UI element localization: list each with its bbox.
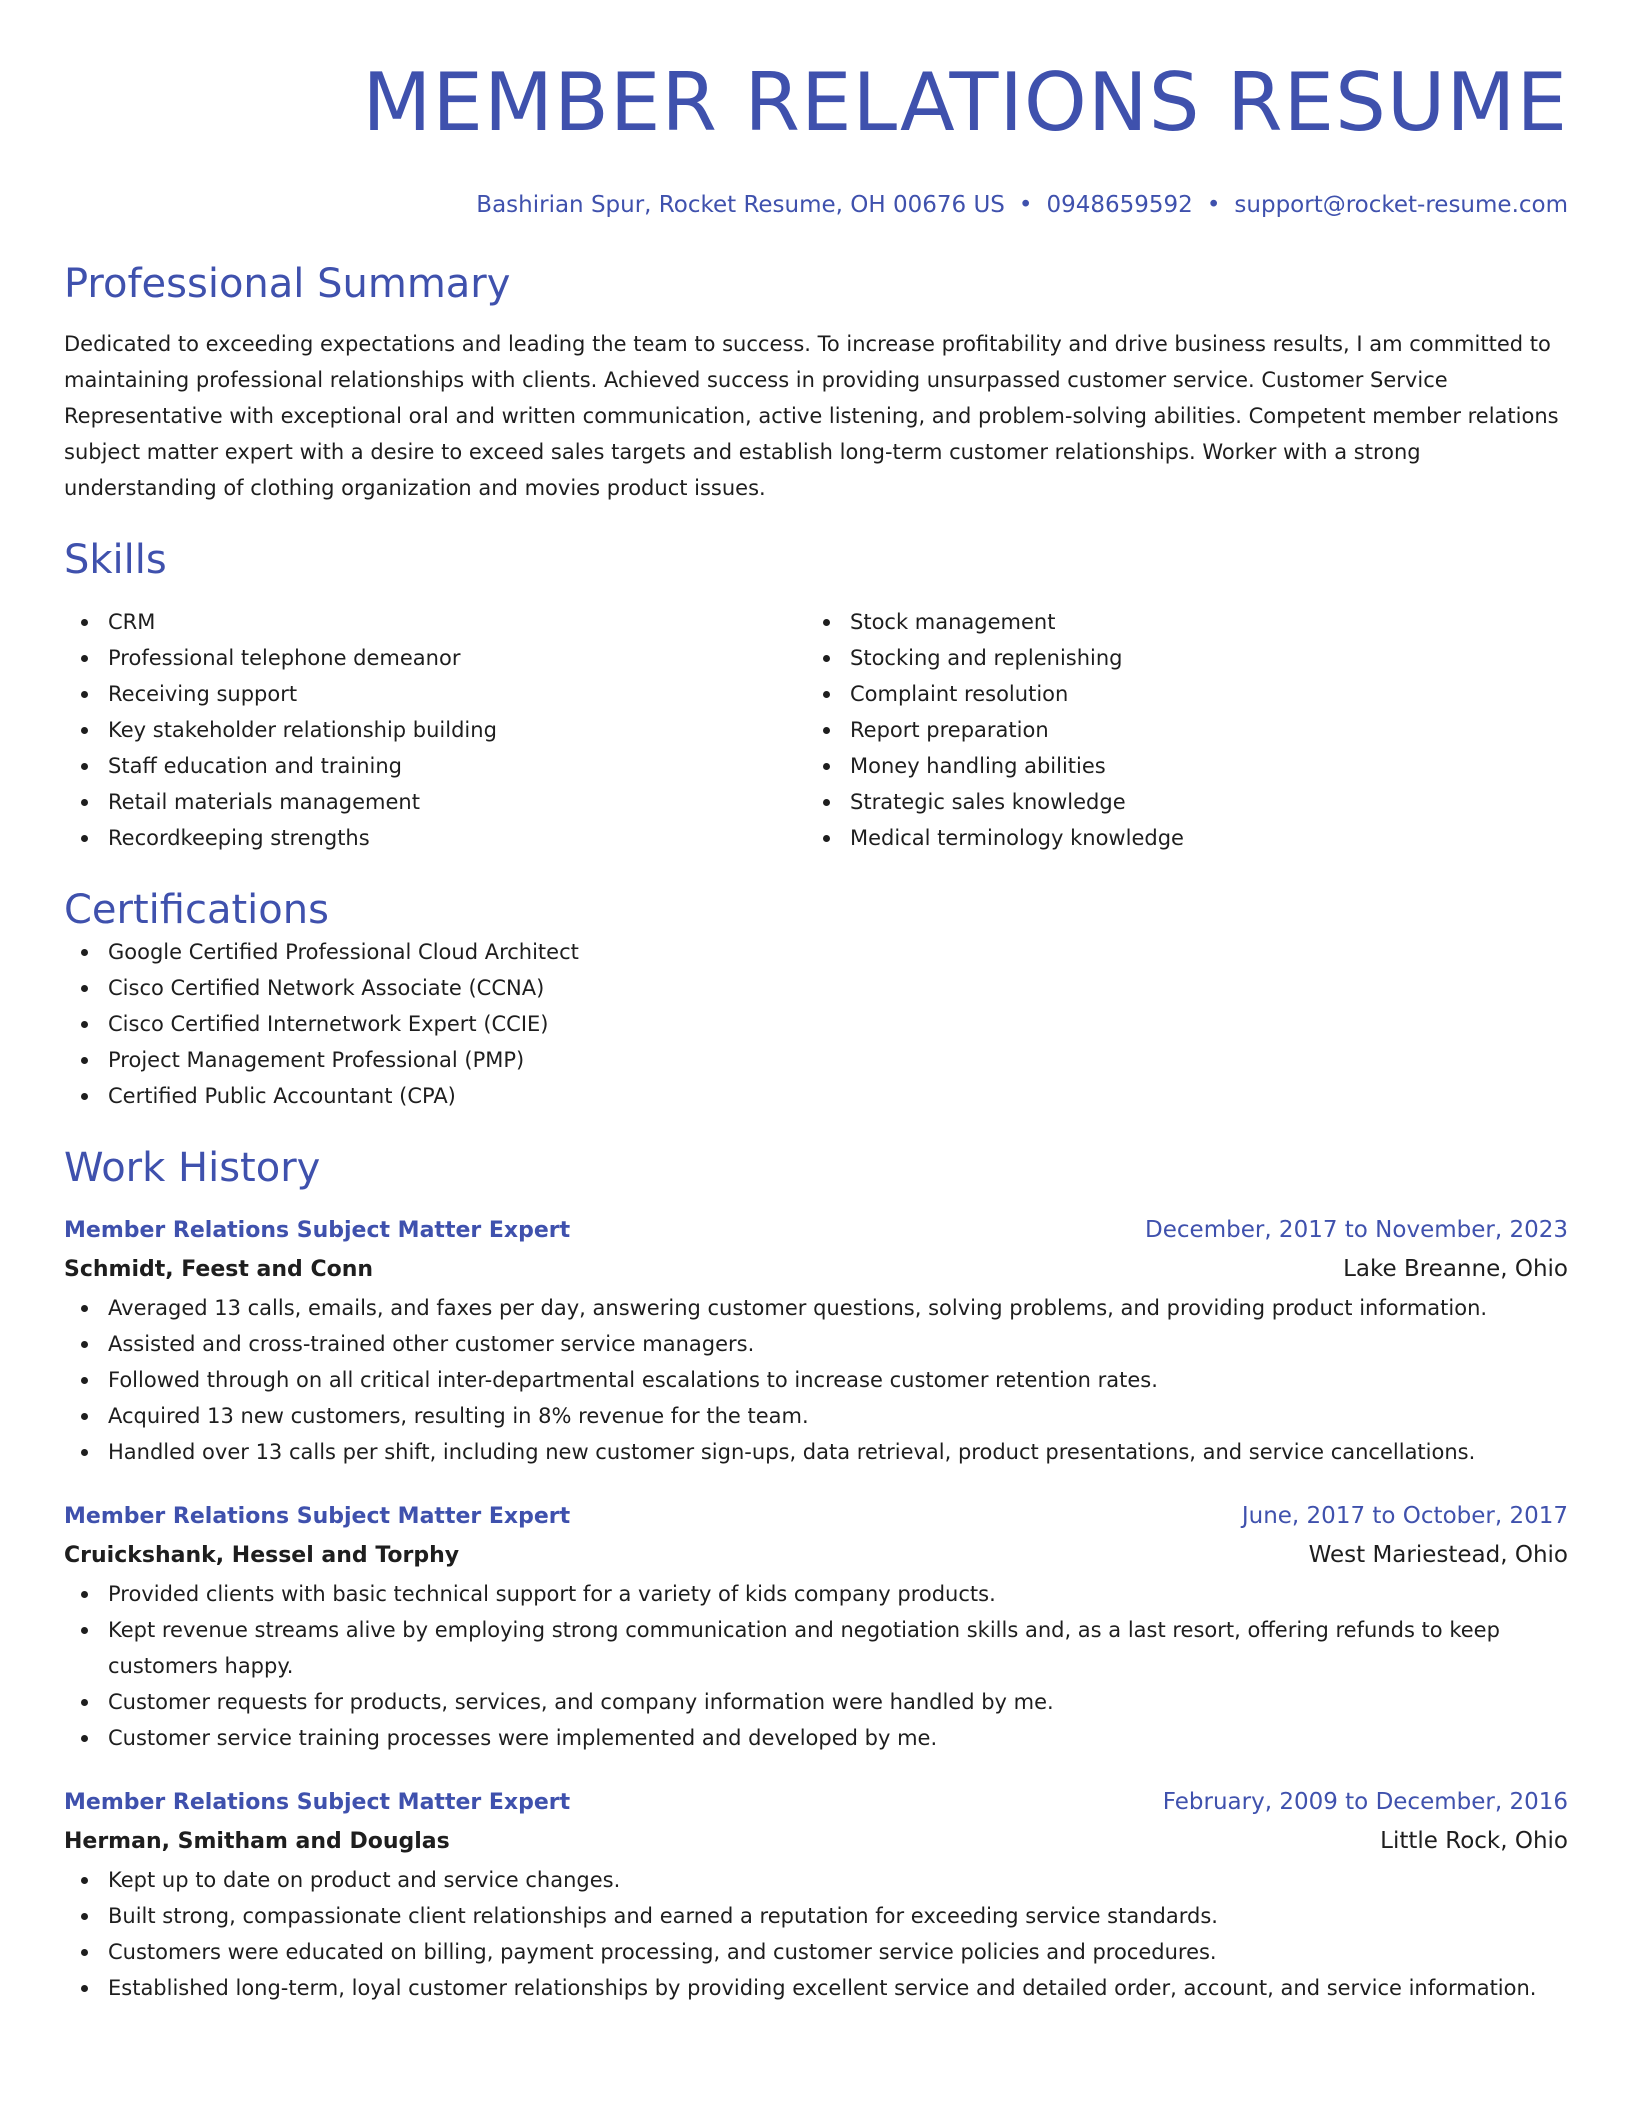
contact-separator: •: [1018, 192, 1033, 218]
job-dates: December, 2017 to November, 2023: [1145, 1217, 1568, 1243]
section-heading-certifications: Certifications: [64, 887, 329, 933]
skill-item: Report preparation: [806, 712, 1548, 748]
skill-item: Stocking and replenishing: [806, 640, 1548, 676]
skill-item: Money handling abilities: [806, 748, 1548, 784]
job-title-row: [64, 1784, 1568, 1821]
contact-address: Bashirian Spur, Rocket Resume, OH 00676 US: [476, 192, 1005, 218]
job-bullet: Followed through on all critical inter-departmental escalations to increase customer retention rates.: [64, 1362, 1568, 1398]
job-bullet-list: [64, 1862, 1568, 2006]
job-bullet: Kept revenue streams alive by employing strong communication and negotiation skills and, as a last resort, offering refunds to keep customers happy.: [64, 1612, 1568, 1684]
skill-item: CRM: [64, 604, 806, 640]
job-title: Member Relations Subject Matter Expert: [64, 1790, 571, 1815]
job-location: West Mariestead, Ohio: [1308, 1542, 1568, 1568]
section-heading-work-history: Work History: [64, 1145, 321, 1191]
skill-item: Medical terminology knowledge: [806, 820, 1548, 856]
skill-item: Professional telephone demeanor: [64, 640, 806, 676]
job-dates: June, 2017 to October, 2017: [1241, 1503, 1568, 1529]
contact-separator: •: [1206, 192, 1221, 218]
job-bullet: Customer requests for products, services, and company information were handled by me.: [64, 1684, 1568, 1720]
job-title: Member Relations Subject Matter Expert: [64, 1218, 571, 1243]
skill-item: Key stakeholder relationship building: [64, 712, 806, 748]
job-bullet: Established long-term, loyal customer relationships by providing excellent service and detailed order, account, and service information.: [64, 1970, 1568, 2006]
job-bullet-list: [64, 1290, 1568, 1470]
skill-item: Staff education and training: [64, 748, 806, 784]
skill-item: Retail materials management: [64, 784, 806, 820]
job-location: Little Rock, Ohio: [1380, 1828, 1568, 1854]
skill-item: Stock management: [806, 604, 1548, 640]
resume-name: MEMBER RELATIONS RESUME: [362, 56, 1568, 149]
job-bullet: Customers were educated on billing, payment processing, and customer service policies and procedures.: [64, 1934, 1568, 1970]
contact-phone: 0948659592: [1046, 192, 1193, 218]
job-title-row: [64, 1498, 1568, 1535]
professional-summary-section: [64, 260, 1568, 506]
job-bullet: Built strong, compassionate client relationships and earned a reputation for exceeding service standards.: [64, 1898, 1568, 1934]
job-entry: [64, 1498, 1568, 1756]
skill-item: Recordkeeping strengths: [64, 820, 806, 856]
job-bullet-list: [64, 1576, 1568, 1756]
certification-item: Google Certified Professional Cloud Architect: [64, 934, 1568, 970]
section-heading-summary: Professional Summary: [64, 261, 511, 307]
job-company: Herman, Smitham and Douglas: [64, 1829, 450, 1854]
job-dates: February, 2009 to December, 2016: [1162, 1789, 1568, 1815]
job-company: Cruickshank, Hessel and Torphy: [64, 1543, 460, 1568]
job-location: Lake Breanne, Ohio: [1343, 1256, 1568, 1282]
skills-section: [64, 536, 1568, 856]
resume-page: [64, 0, 1568, 2006]
skill-item: Complaint resolution: [806, 676, 1548, 712]
job-company-row: [64, 1821, 1568, 1862]
certification-item: Project Management Professional (PMP): [64, 1042, 1568, 1078]
job-bullet: Assisted and cross-trained other customer service managers.: [64, 1326, 1568, 1362]
skills-list-right: [806, 604, 1548, 856]
job-title-row: [64, 1212, 1568, 1249]
skill-item: Receiving support: [64, 676, 806, 712]
certification-item: Cisco Certified Network Associate (CCNA): [64, 970, 1568, 1006]
work-history-section: [64, 1144, 1568, 2006]
summary-text: Dedicated to exceeding expectations and leading the team to success. To increase profitability and drive business results, I am committed to maintaining professional relationships with clients. Achieved success in providing unsurpassed customer service. Customer Service Representative with exceptional oral and written communication, active listening, and problem-solving abilities. Competent member relations subject matter expert with a desire to exceed sales targets and establish long-term customer relationships. Worker with a strong understanding of clothing organization and movies product issues.: [64, 332, 1559, 500]
job-bullet: Provided clients with basic technical support for a variety of kids company products.: [64, 1576, 1568, 1612]
skill-item: Strategic sales knowledge: [806, 784, 1548, 820]
job-entry: [64, 1212, 1568, 1470]
certifications-list: [64, 934, 1568, 1114]
job-bullet: Handled over 13 calls per shift, including new customer sign-ups, data retrieval, product presentations, and service cancellations.: [64, 1434, 1568, 1470]
job-title: Member Relations Subject Matter Expert: [64, 1504, 571, 1529]
certification-item: Cisco Certified Internetwork Expert (CCIE): [64, 1006, 1568, 1042]
section-heading-skills: Skills: [64, 537, 167, 583]
job-company-row: [64, 1249, 1568, 1290]
skills-columns: [64, 604, 1568, 856]
skills-list-left: [64, 604, 806, 856]
job-entry: [64, 1784, 1568, 2006]
job-bullet: Customer service training processes were implemented and developed by me.: [64, 1720, 1568, 1756]
certification-item: Certified Public Accountant (CPA): [64, 1078, 1568, 1114]
certifications-section: [64, 886, 1568, 1114]
contact-line: [64, 190, 1568, 220]
job-bullet: Kept up to date on product and service changes.: [64, 1862, 1568, 1898]
contact-email-link[interactable]: support@rocket-resume.com: [1234, 192, 1568, 218]
job-bullet: Averaged 13 calls, emails, and faxes per day, answering customer questions, solving problems, and providing product information.: [64, 1290, 1568, 1326]
job-company: Schmidt, Feest and Conn: [64, 1257, 374, 1282]
job-company-row: [64, 1535, 1568, 1576]
job-bullet: Acquired 13 new customers, resulting in 8% revenue for the team.: [64, 1398, 1568, 1434]
